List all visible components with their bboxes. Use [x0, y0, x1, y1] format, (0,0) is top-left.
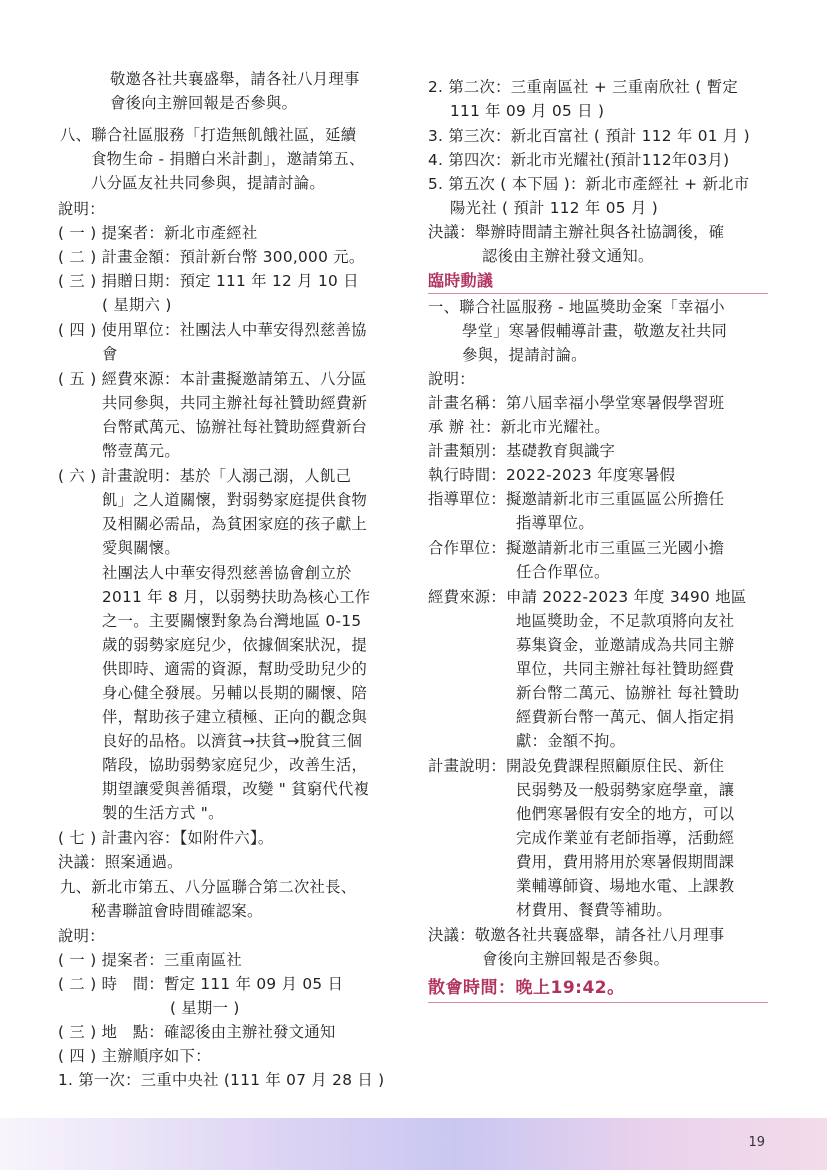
text-line: 完成作業並有老師指導，活動經	[516, 829, 735, 847]
label-explanation: 說明：	[58, 927, 105, 945]
text-line: 會	[102, 345, 118, 363]
page-number: 19	[748, 1135, 765, 1150]
text-line: 獻：金額不拘。	[516, 732, 626, 750]
text-line: 良好的品格。以濟貧→扶貧→脫貧三個	[102, 732, 363, 750]
text-line: 3. 第三次：新北百富社 ( 預計 112 年 01 月 )	[428, 127, 750, 145]
text-line: 費用，費用將用於寒暑假期間課	[516, 853, 735, 871]
text-line: 敬邀各社共襄盛舉，請各社八月理事	[110, 70, 360, 88]
text-line: 製的生活方式 "。	[102, 804, 224, 822]
text-line: 合作單位：擬邀請新北市三重區三光國小擔	[428, 539, 725, 557]
text-line: 及相關必需品，為貧困家庭的孩子獻上	[102, 515, 368, 533]
text-line: ( 七 ) 計畫內容：【如附件六】。	[58, 829, 274, 847]
text-line: ( 一 ) 提案者：三重南區社	[58, 951, 242, 969]
text-line: 地區獎助金，不足款項將向友社	[516, 612, 735, 630]
text-line: 秘書聯誼會時間確認案。	[91, 902, 263, 920]
text-line: ( 星期六 )	[102, 296, 172, 314]
text-line: 1. 第一次：三重中央社 (111 年 07 月 28 日 )	[58, 1071, 385, 1089]
text-line: 認後由主辦社發文通知。	[482, 247, 654, 265]
text-line: 社團法人中華安得烈慈善協會創立於	[102, 564, 352, 582]
text-line: 陽光社 ( 預計 112 年 05 月 )	[450, 199, 659, 217]
label-explanation: 說明：	[428, 370, 475, 388]
text-line: 4. 第四次：新北市光耀社(預計112年03月)	[428, 151, 730, 169]
section-divider	[428, 293, 768, 294]
text-line: ( 二 ) 計畫金額：預計新台幣 300,000 元。	[58, 248, 365, 266]
text-line: 歲的弱勢家庭兒少，依據個案狀況，提	[102, 636, 368, 654]
text-line: 指導單位：擬邀請新北市三重區區公所擔任	[428, 490, 725, 508]
text-line: 期望讓愛與善循環，改變 " 貧窮代代複	[102, 780, 370, 798]
text-line: 民弱勢及一般弱勢家庭學童，讓	[516, 781, 735, 799]
text-line: ( 六 ) 計畫說明：基於「人溺己溺，人飢己	[58, 467, 352, 485]
text-line: ( 星期一 )	[170, 999, 240, 1017]
text-line: 參與，提請討論。	[462, 346, 587, 364]
item-heading: 一、聯合社區服務 - 地區獎助金案「幸福小	[428, 298, 725, 316]
resolution-line: 決議：舉辦時間請主辦社與各社協調後，確	[428, 223, 725, 241]
text-line: 2011 年 8 月，以弱勢扶助為核心工作	[102, 588, 371, 606]
text-line: 共同參與，共同主辦社每社贊助經費新	[102, 394, 368, 412]
text-line: 募集資金，並邀請成為共同主辦	[516, 636, 735, 654]
text-line: 111 年 09 月 05 日 )	[450, 102, 605, 120]
resolution-line: 決議：敬邀各社共襄盛舉，請各社八月理事	[428, 926, 725, 944]
resolution-line: 決議：照案通過。	[58, 853, 183, 871]
text-line: 5. 第五次 ( 本下屆 )：新北市產經社 + 新北市	[428, 175, 750, 193]
text-line: 新台幣二萬元、協辦社 每社贊助	[516, 684, 740, 702]
text-line: ( 四 ) 使用單位：社團法人中華安得烈慈善協	[58, 321, 367, 339]
item-heading: 八、聯合社區服務「打造無飢餓社區，延續	[60, 126, 357, 144]
text-line: 身心健全發展。另輔以長期的關懷、陪	[102, 684, 368, 702]
text-line: ( 三 ) 地 點：確認後由主辦社發文通知	[58, 1023, 336, 1041]
text-line: 愛與關懷。	[102, 539, 180, 557]
text-line: 食物生命 - 捐贈白米計劃」，邀請第五、	[91, 150, 365, 168]
footer-band	[0, 1118, 827, 1170]
closing-time: 散會時間：晚上19:42。	[428, 978, 625, 998]
text-line: 他們寒暑假有安全的地方，可以	[516, 805, 735, 823]
text-line: 經費來源：申請 2022-2023 年度 3490 地區	[428, 588, 747, 606]
text-line: 學堂」寒暑假輔導計畫，敬邀友社共同	[462, 322, 728, 340]
text-line: 業輔導師資、場地水電、上課教	[516, 877, 735, 895]
text-line: 之一。主要關懷對象為台灣地區 0-15	[102, 612, 362, 630]
text-line: 飢」之人道關懷，對弱勢家庭提供食物	[102, 491, 368, 509]
label-explanation: 說明：	[58, 200, 105, 218]
text-line: ( 四 ) 主辦順序如下：	[58, 1047, 211, 1065]
text-line: 執行時間：2022-2023 年度寒暑假	[428, 466, 676, 484]
text-line: 供即時、適需的資源，幫助受助兒少的	[102, 660, 368, 678]
text-line: ( 一 ) 提案者：新北市產經社	[58, 224, 258, 242]
text-line: 指導單位。	[516, 514, 594, 532]
text-line: 台幣貳萬元、協辦社每社贊助經費新台	[102, 418, 368, 436]
text-line: 經費新台幣一萬元、個人指定捐	[516, 708, 735, 726]
closing-divider	[428, 1002, 768, 1003]
text-line: ( 三 ) 捐贈日期：預定 111 年 12 月 10 日	[58, 272, 359, 290]
text-line: 計畫類別：基礎教育與識字	[428, 442, 616, 460]
text-line: 八分區友社共同參與，提請討論。	[91, 174, 325, 192]
item-heading: 九、新北市第五、八分區聯合第二次社長、	[60, 878, 357, 896]
text-line: 單位，共同主辦社每社贊助經費	[516, 660, 735, 678]
text-line: ( 二 ) 時 間：暫定 111 年 09 月 05 日	[58, 975, 344, 993]
text-line: 幣壹萬元。	[102, 442, 180, 460]
text-line: 任合作單位。	[516, 563, 610, 581]
text-line: 伴，幫助孩子建立積極、正向的觀念與	[102, 708, 368, 726]
text-line: 承 辦 社：新北市光耀社。	[428, 418, 610, 436]
text-line: 計畫名稱：第八屆幸福小學堂寒暑假學習班	[428, 394, 725, 412]
text-line: 階段，協助弱勢家庭兒少，改善生活，	[102, 756, 368, 774]
text-line: 材費用、餐費等補助。	[516, 901, 672, 919]
section-heading: 臨時動議	[428, 271, 494, 290]
text-line: 會後向主辦回報是否參與。	[482, 950, 670, 968]
text-line: 2. 第二次：三重南區社 + 三重南欣社 ( 暫定	[428, 78, 738, 96]
text-line: 計畫說明：開設免費課程照顧原住民、新住	[428, 757, 725, 775]
text-line: 會後向主辦回報是否參與。	[110, 94, 298, 112]
text-line: ( 五 ) 經費來源：本計畫擬邀請第五、八分區	[58, 370, 367, 388]
